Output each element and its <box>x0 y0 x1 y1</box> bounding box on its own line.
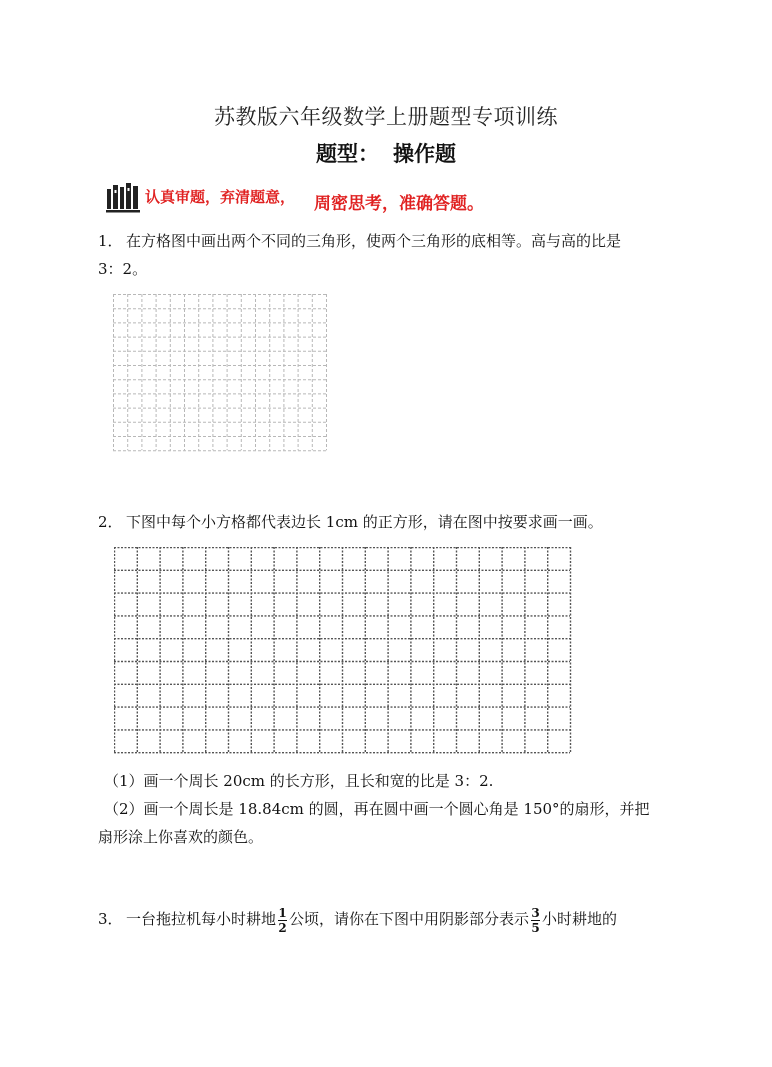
question-2-sub2-line1: （2）画一个周长是 18.84cm 的圆，再在圆中画一个圆心角是 150°的扇形，并把 <box>104 800 650 818</box>
question-3-text-c: 小时耕地的 <box>542 910 618 928</box>
question-1-text-line1: 在方格图中画出两个不同的三角形，使两个三角形的底相等。高与高的比是 <box>126 232 622 250</box>
fraction-three-fifths: $\frac{3}{5}$ <box>531 905 540 935</box>
question-1-text-line2: 3：2。 <box>98 260 148 278</box>
question-2-subparts <box>98 767 684 851</box>
question-2-sub1: （1）画一个周长 20cm 的长方形，且长和宽的比是 3：2. <box>104 772 494 790</box>
grid-question-1 <box>113 294 329 452</box>
question-2 <box>98 508 678 536</box>
books-icon <box>106 181 140 213</box>
slogan-part2: 周密思考，准确答题。 <box>314 194 484 214</box>
question-3 <box>98 905 678 934</box>
question-2-text: 下图中每个小方格都代表边长 1cm 的正方形，请在图中按要求画一画。 <box>126 513 603 531</box>
fraction-one-half: $\frac{1}{2}$ <box>278 905 287 935</box>
page-subtitle <box>0 138 772 168</box>
subtitle-value: 操作题 <box>393 141 456 166</box>
page-title: 苏教版六年级数学上册题型专项训练 <box>214 105 558 129</box>
question-3-number: 3． <box>98 910 123 928</box>
subtitle-label: 题型： <box>316 141 379 166</box>
question-1-number: 1． <box>98 232 123 250</box>
slogan-part1: 认真审题，弃清题意， <box>145 188 296 206</box>
grid-question-2 <box>114 547 572 757</box>
question-2-number: 2． <box>98 513 123 531</box>
question-2-sub2-line2: 扇形涂上你喜欢的颜色。 <box>98 828 264 846</box>
question-1 <box>98 227 678 283</box>
question-3-text-b: 公顷，请你在下图中用阴影部分表示 <box>289 910 530 928</box>
question-3-text-a: 一台拖拉机每小时耕地 <box>126 910 277 928</box>
